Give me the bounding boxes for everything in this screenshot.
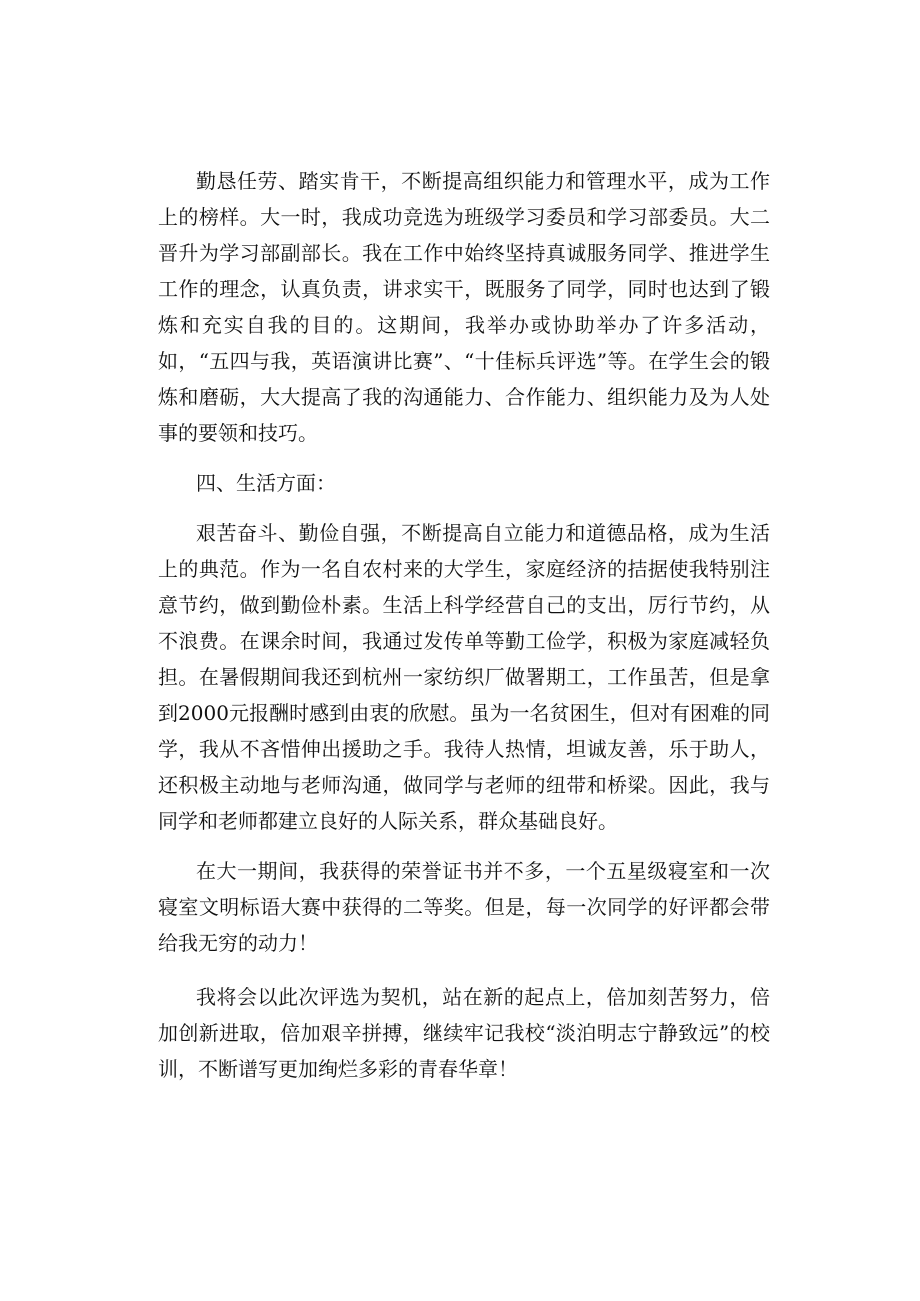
paragraph-life: 艰苦奋斗、勤俭自强，不断提高自立能力和道德品格，成为生活上的典范。作为一名自农村来的大学生，家庭经济的拮据使我特别注意节约，做到勤俭朴素。生活上科学经营自己的支出，厉行节约，从不浪费。在课余时间，我通过发传单等勤工俭学，积极为家庭减轻负担。在暑假期间我还到杭州一家纺织厂做署期工，工作虽苦，但是拿到2000元报酬时感到由衷的欣慰。虽为一名贫困生，但对有困难的同学，我从不吝惜伸出援助之手。我待人热情，坦诚友善，乐于助人，还积极主动地与老师沟通，做同学与老师的纽带和桥梁。因此，我与同学和老师都建立良好的人际关系，群众基础良好。 [158,521,770,833]
paragraph-conclusion: 我将会以此次评选为契机，站在新的起点上，倍加刻苦努力，倍加创新进取，倍加艰辛拼搏，继续牢记我校“淡泊明志宁静致远”的校训，不断谱写更加绚烂多彩的青春华章！ [158,985,770,1081]
section-heading-life: 四、生活方面： [196,471,336,495]
document-body [158,163,770,1105]
paragraph-honors: 在大一期间，我获得的荣誉证书并不多，一个五星级寝室和一次寝室文明标语大赛中获得的二等奖。但是，每一次同学的好评都会带给我无穷的动力！ [158,859,770,955]
paragraph-work: 勤恳任劳、踏实肯干，不断提高组织能力和管理水平，成为工作上的榜样。大一时，我成功竞选为班级学习委员和学习部委员。大二晋升为学习部副部长。我在工作中始终坚持真诚服务同学、推进学生工作的理念，认真负责，讲求实干，既服务了同学，同时也达到了锻炼和充实自我的目的。这期间，我举办或协助举办了许多活动，如，“五四与我，英语演讲比赛”、“十佳标兵评选”等。在学生会的锻炼和磨砺，大大提高了我的沟通能力、合作能力、组织能力及为人处事的要领和技巧。 [158,169,770,445]
